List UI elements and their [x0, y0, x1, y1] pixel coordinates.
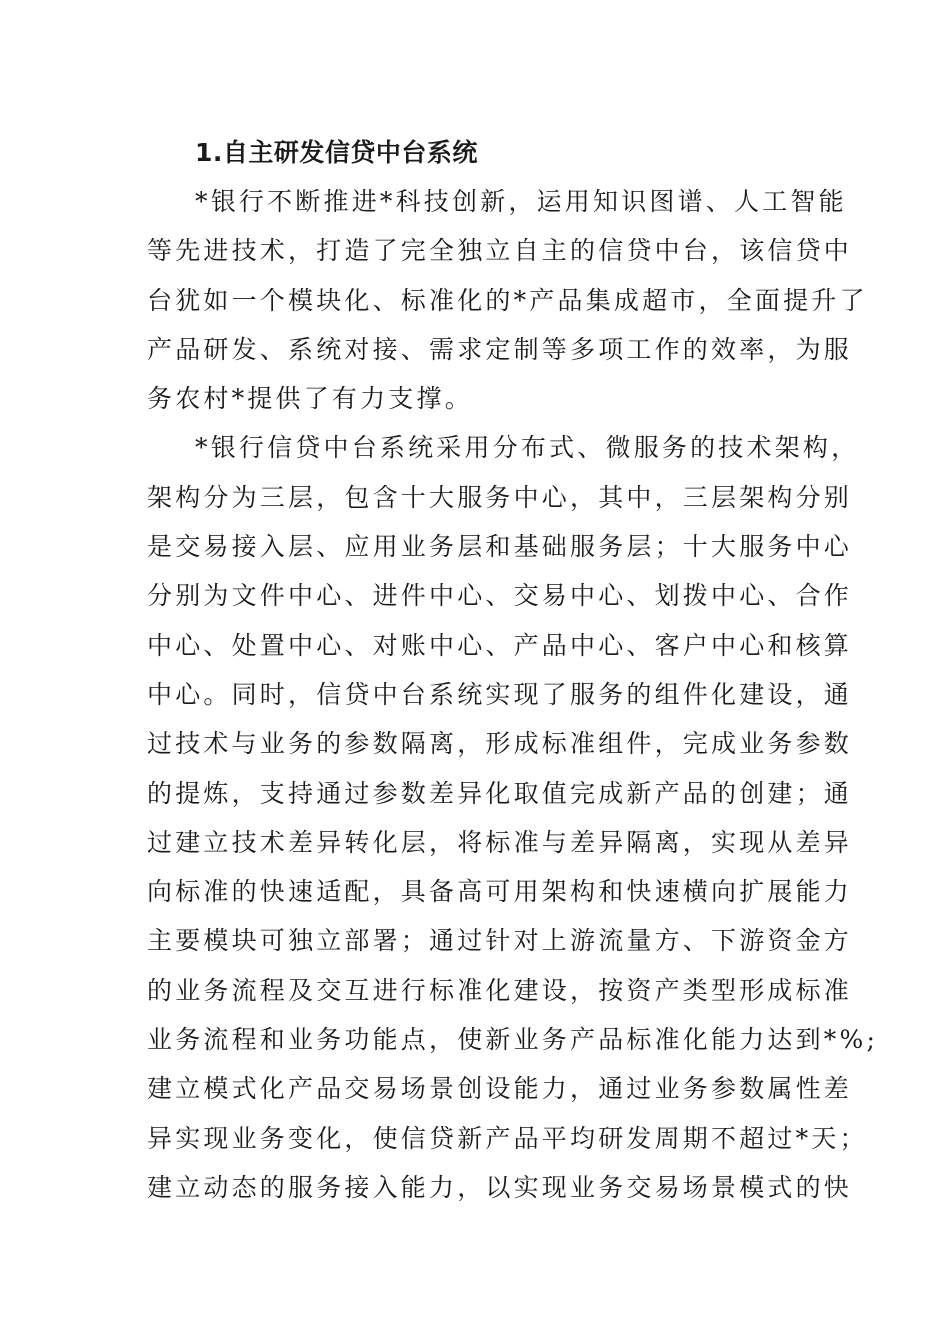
text-line: 的业务流程及交互进行标准化建设，按资产类型形成标准 [147, 975, 853, 1005]
text-line: 中心、处置中心、对账中心、产品中心、客户中心和核算 [147, 630, 853, 660]
paragraph-1 [147, 177, 868, 423]
text-line: 等先进技术，打造了完全独立自主的信贷中台，该信贷中 [147, 236, 853, 266]
text-line: 建立动态的服务接入能力，以实现业务交易场景模式的快 [147, 1172, 853, 1202]
text-line: 异实现业务变化，使信贷新产品平均研发周期不超过*天； [147, 1123, 868, 1153]
text-line: 过建立技术差异转化层，将标准与差异隔离，实现从差异 [147, 827, 853, 857]
section-heading: 1.自主研发信贷中台系统 [195, 138, 478, 167]
text-line: 分别为文件中心、进件中心、交易中心、划拨中心、合作 [147, 581, 853, 611]
text-line: 务农村*提供了有力支撑。 [147, 384, 473, 414]
text-line: 向标准的快速适配，具备高可用架构和快速横向扩展能力 [147, 877, 853, 907]
paragraph-2 [147, 423, 879, 1212]
text-line: *银行不断推进*科技创新，运用知识图谱、人工智能 [195, 187, 847, 216]
text-line: 的提炼，支持通过参数差异化取值完成新产品的创建；通 [147, 778, 853, 808]
text-line: 台犹如一个模块化、标准化的*产品集成超市，全面提升了 [147, 285, 868, 315]
text-line: 主要模块可独立部署；通过针对上游流量方、下游资金方 [147, 926, 853, 956]
text-line: 是交易接入层、应用业务层和基础服务层；十大服务中心 [147, 532, 853, 562]
document-body [147, 128, 879, 1212]
text-line: 建立模式化产品交易场景创设能力，通过业务参数属性差 [147, 1074, 853, 1104]
text-line: 产品研发、系统对接、需求定制等多项工作的效率，为服 [147, 334, 853, 364]
text-line: 架构分为三层，包含十大服务中心，其中，三层架构分别 [147, 482, 853, 512]
text-line: *银行信贷中台系统采用分布式、微服务的技术架构， [195, 433, 860, 463]
text-line: 过技术与业务的参数隔离，形成标准组件，完成业务参数 [147, 729, 853, 759]
text-line: 业务流程和业务功能点，使新业务产品标准化能力达到*%; [147, 1025, 879, 1055]
text-line: 中心。同时，信贷中台系统实现了服务的组件化建设，通 [147, 679, 853, 709]
